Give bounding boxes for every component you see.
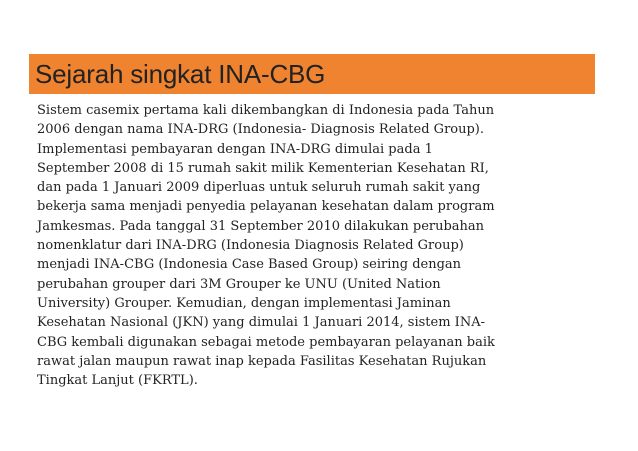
body-line: CBG kembali digunakan sebagai metode pembayaran pelayanan baik [37,334,495,350]
body-line: rawat jalan maupun rawat inap kepada Fasilitas Kesehatan Rujukan [37,353,487,369]
body-line: Jamkesmas. Pada tanggal 31 September 2010 dilakukan perubahan [37,218,485,234]
body-line: nomenklatur dari INA-DRG (Indonesia Diagnosis Related Group) [37,238,464,254]
title-bar [29,54,595,94]
body-line: dan pada 1 Januari 2009 diperluas untuk seluruh rumah sakit yang [37,180,481,196]
body-line: bekerja sama menjadi penyedia pelayanan kesehatan dalam program [37,199,495,215]
body-line: September 2008 di 15 rumah sakit milik Kementerian Kesehatan RI, [37,160,489,176]
body-line: Sistem casemix pertama kali dikembangkan di Indonesia pada Tahun [37,103,495,118]
body-line: University) Grouper. Kemudian, dengan implementasi Jaminan [37,295,451,311]
body-line: Tingkat Lanjut (FKRTL). [37,373,198,389]
body-line: menjadi INA-CBG (Indonesia Case Based Group) seiring dengan [37,257,462,273]
body-line: Implementasi pembayaran dengan INA-DRG dimulai pada 1 [37,141,433,157]
body-line: 2006 dengan nama INA-DRG (Indonesia- Diagnosis Related Group). [37,122,485,138]
body-line: perubahan grouper dari 3M Grouper ke UNU (United Nation [37,276,441,292]
body-paragraph [37,101,597,390]
body-line: Kesehatan Nasional (JKN) yang dimulai 1 Januari 2014, sistem INA- [37,315,485,331]
slide-title: Sejarah singkat INA-CBG [35,58,326,89]
